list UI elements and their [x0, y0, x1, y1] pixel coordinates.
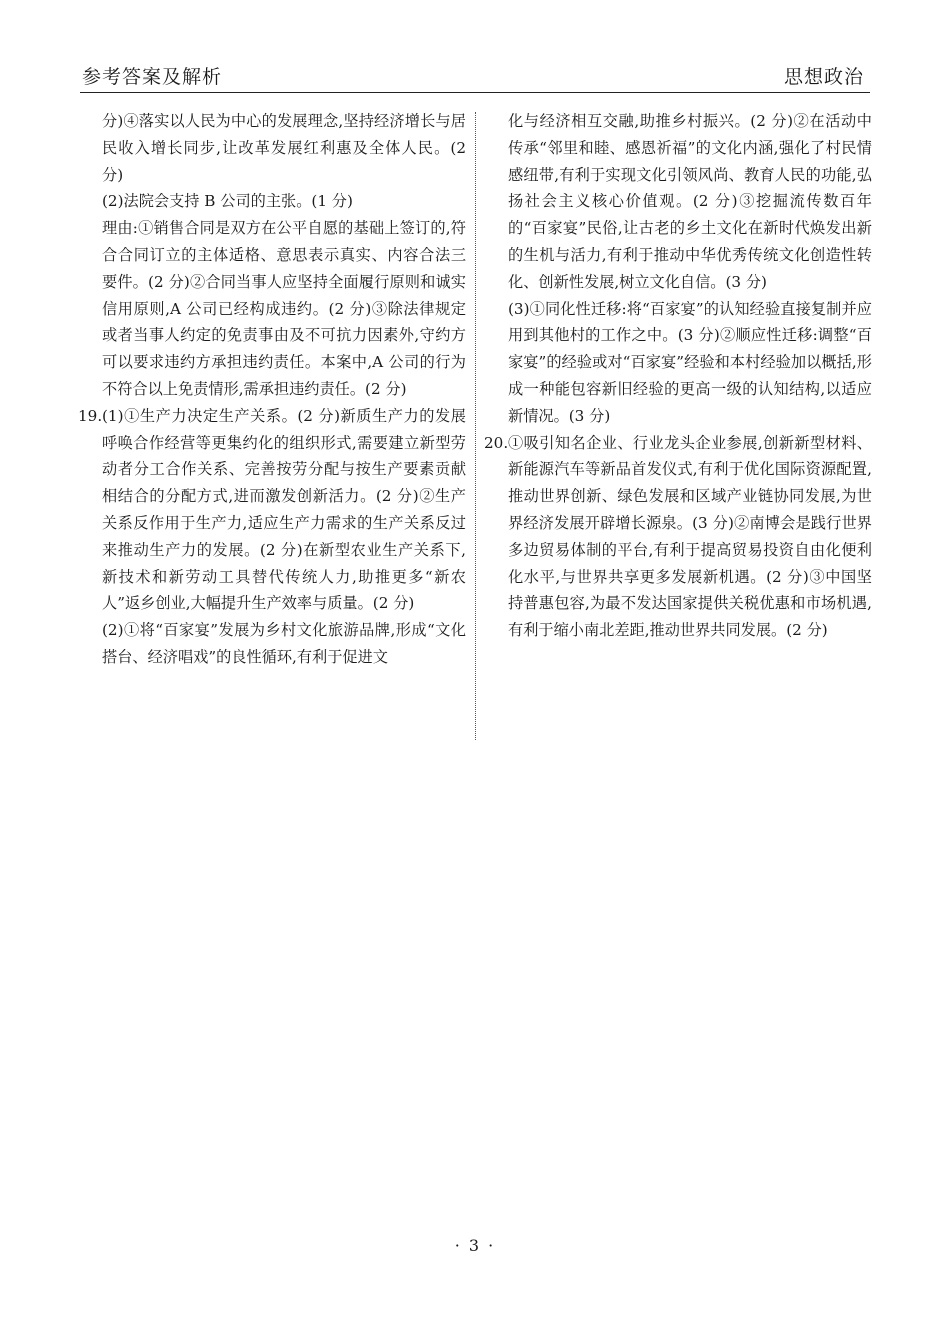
q20-number: 20. [484, 433, 509, 452]
q19-block [80, 403, 466, 671]
right-column [486, 108, 872, 644]
q18-continued-text: 分)④落实以人民为中心的发展理念,坚持经济增长与居民收入增长同步,让改革发展红利惠及全体人民。(2 分) [102, 112, 466, 184]
q19-number: 19. [78, 406, 103, 425]
q20-block [486, 430, 872, 644]
header-right-title: 思想政治 [783, 66, 864, 88]
q18-part2-text: (2)法院会支持 B 公司的主张。(1 分) [102, 192, 353, 211]
left-column [80, 108, 466, 671]
header-left-title: 参考答案及解析 [82, 66, 223, 88]
q18-reason-text: 理由:①销售合同是双方在公平自愿的基础上签订的,符合合同订立的主体适格、意思表示真实、内容合法三要件。(2 分)②合同当事人应坚持全面履行原则和诚实信用原则,A 公司已经构成违约。(2 分)③除法律规定或者当事人约定的免责事由及不可抗力因素外,守约方可以要求违约方承担违约责任。本案中,A 公司的行为不符合以上免责情形,需承担违约责任。(2 分) [102, 219, 466, 398]
q19-part1-text: (1)①生产力决定生产关系。(2 分)新质生产力的发展呼唤合作经营等更集约化的组织形式,需要建立新型劳动者分工合作关系、完善按劳分配与按生产要素贡献相结合的分配方式,进而激发创新活力。(2 分)②生产关系反作用于生产力,适应生产力需求的生产关系反过来推动生产力的发展。(2 分)在新型农业生产关系下,新技术和新劳动工具替代传统人力,助推更多“新农人”返乡创业,大幅提升生产效率与质量。(2 分) [102, 406, 466, 613]
q19-part2-text: (2)①将“百家宴”发展为乡村文化旅游品牌,形成“文化搭台、经济唱戏”的良性循环,有利于促进文 [102, 621, 466, 666]
header-divider [80, 92, 870, 93]
column-divider [475, 112, 476, 740]
q20-answer-text: ①吸引知名企业、行业龙头企业参展,创新新型材料、新能源汽车等新品首发仪式,有利于优化国际资源配置,推动世界创新、绿色发展和区域产业链协同发展,为世界经济发展开辟增长源泉。(3 分)②南博会是践行世界多边贸易体制的平台,有利于提高贸易投资自由化便利化水平,与世界共享更多发展新机遇。(2 分)③中国坚持普惠包容,为最不发达国家提供关税优惠和市场机遇,有利于缩小南北差距,推动世界共同发展。(2 分) [508, 433, 872, 640]
q19-part3-text: (3)①同化性迁移:将“百家宴”的认知经验直接复制并应用到其他村的工作之中。(3 分)②顺应性迁移:调整“百家宴”的经验或对“百家宴”经验和本村经验加以概括,形成一种能包容新旧经验的更高一级的认知结构,以适应新情况。(3 分) [508, 299, 872, 425]
page-number: · 3 · [454, 1236, 496, 1255]
q19-part2-continued-text: 化与经济相互交融,助推乡村振兴。(2 分)②在活动中传承“邻里和睦、感恩祈福”的文化内涵,强化了村民情感纽带,有利于实现文化引领风尚、教育人民的功能,弘扬社会主义核心价值观。(2 分)③挖掘流传数百年的“百家宴”民俗,让古老的乡土文化在新时代焕发出新的生机与活力,有利于推动中华优秀传统文化创造性转化、创新性发展,树立文化自信。(3 分) [508, 112, 872, 291]
